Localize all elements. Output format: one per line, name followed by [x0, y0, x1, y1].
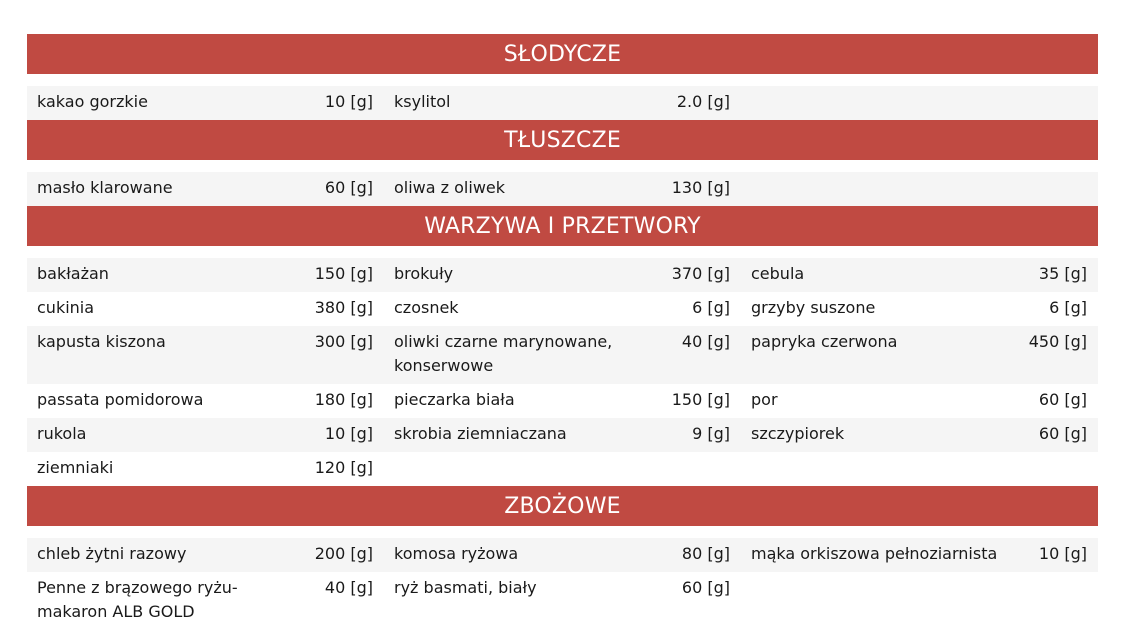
section-title: ZBOŻOWE	[504, 493, 621, 519]
list-item	[27, 326, 384, 384]
list-item	[27, 292, 384, 326]
list-item	[27, 572, 384, 630]
item-name: papryka czerwona	[751, 332, 898, 351]
list-item	[741, 292, 1098, 326]
list-item	[384, 292, 741, 326]
list-item	[27, 172, 384, 206]
table-row	[27, 258, 1098, 292]
item-name: ryż basmati, biały	[394, 578, 537, 597]
item-amount: 9 [g]	[692, 424, 730, 443]
item-amount: 60 [g]	[681, 578, 730, 597]
item-amount: 40 [g]	[681, 332, 730, 351]
list-item	[27, 452, 384, 486]
item-name: Penne z brązowego ryżu- makaron ALB GOLD	[37, 578, 238, 621]
list-item	[384, 572, 741, 630]
item-amount: 2.0 [g]	[676, 92, 730, 111]
list-item	[384, 172, 741, 206]
section-title: WARZYWA I PRZETWORY	[424, 213, 701, 239]
list-item	[741, 384, 1098, 418]
table-row	[27, 418, 1098, 452]
item-name: oliwa z oliwek	[394, 178, 506, 197]
item-amount: 80 [g]	[681, 544, 730, 563]
list-item	[741, 418, 1098, 452]
item-amount: 60 [g]	[324, 178, 373, 197]
list-item	[27, 418, 384, 452]
list-item	[741, 326, 1098, 384]
item-amount: 60 [g]	[1038, 390, 1087, 409]
section-title: TŁUSZCZE	[504, 127, 621, 153]
list-item	[384, 538, 741, 572]
item-name: kapusta kiszona	[37, 332, 166, 351]
list-item	[741, 538, 1098, 572]
section-title: SŁODYCZE	[503, 41, 622, 67]
section-spacer	[27, 246, 1098, 258]
item-amount: 10 [g]	[324, 92, 373, 111]
item-amount: 10 [g]	[324, 424, 373, 443]
table-row	[27, 538, 1098, 572]
item-amount: 10 [g]	[1038, 544, 1087, 563]
table-row	[27, 384, 1098, 418]
item-amount: 120 [g]	[314, 458, 373, 477]
item-amount: 6 [g]	[1049, 298, 1087, 317]
item-name: skrobia ziemniaczana	[394, 424, 567, 443]
section-header-slodycze	[27, 34, 1098, 74]
item-name: szczypiorek	[751, 424, 845, 443]
table-row	[27, 172, 1098, 206]
section-header-tluszcze	[27, 120, 1098, 160]
item-name: brokuły	[394, 264, 454, 283]
item-amount: 6 [g]	[692, 298, 730, 317]
item-amount: 150 [g]	[671, 390, 730, 409]
list-item	[384, 258, 741, 292]
empty-cell	[384, 452, 741, 486]
item-name: grzyby suszone	[751, 298, 876, 317]
list-item	[27, 538, 384, 572]
item-amount: 150 [g]	[314, 264, 373, 283]
item-amount: 40 [g]	[324, 578, 373, 597]
item-name: rukola	[37, 424, 87, 443]
item-name: masło klarowane	[37, 178, 173, 197]
item-amount: 300 [g]	[314, 332, 373, 351]
item-name: cukinia	[37, 298, 95, 317]
table-row	[27, 452, 1098, 486]
item-name: bakłażan	[37, 264, 109, 283]
section-spacer	[27, 160, 1098, 172]
item-amount: 200 [g]	[314, 544, 373, 563]
list-item	[27, 86, 384, 120]
item-name: ziemniaki	[37, 458, 114, 477]
item-name: por	[751, 390, 778, 409]
section-header-zbozowe	[27, 486, 1098, 526]
table-row	[27, 292, 1098, 326]
item-name: passata pomidorowa	[37, 390, 204, 409]
list-item	[384, 384, 741, 418]
empty-cell	[741, 452, 1098, 486]
section-spacer	[27, 74, 1098, 86]
item-name: cebula	[751, 264, 805, 283]
item-name: mąka orkiszowa pełnoziarnista	[751, 544, 998, 563]
list-item	[384, 326, 741, 384]
section-spacer	[27, 526, 1098, 538]
empty-cell	[741, 572, 1098, 630]
item-amount: 450 [g]	[1028, 332, 1087, 351]
table-row	[27, 326, 1098, 384]
table-row	[27, 86, 1098, 120]
shopping-list	[27, 34, 1098, 630]
item-amount: 380 [g]	[314, 298, 373, 317]
list-item	[384, 86, 741, 120]
item-amount: 60 [g]	[1038, 424, 1087, 443]
list-item	[384, 418, 741, 452]
item-name: czosnek	[394, 298, 459, 317]
item-name: oliwki czarne marynowane, konserwowe	[394, 332, 613, 375]
item-name: komosa ryżowa	[394, 544, 519, 563]
table-row	[27, 572, 1098, 630]
empty-cell	[741, 172, 1098, 206]
item-name: pieczarka biała	[394, 390, 515, 409]
item-name: kakao gorzkie	[37, 92, 148, 111]
list-item	[27, 258, 384, 292]
section-header-warzywa	[27, 206, 1098, 246]
item-amount: 35 [g]	[1038, 264, 1087, 283]
item-amount: 180 [g]	[314, 390, 373, 409]
item-name: chleb żytni razowy	[37, 544, 187, 563]
empty-cell	[741, 86, 1098, 120]
list-item	[27, 384, 384, 418]
list-item	[741, 258, 1098, 292]
item-amount: 130 [g]	[671, 178, 730, 197]
item-amount: 370 [g]	[671, 264, 730, 283]
item-name: ksylitol	[394, 92, 451, 111]
